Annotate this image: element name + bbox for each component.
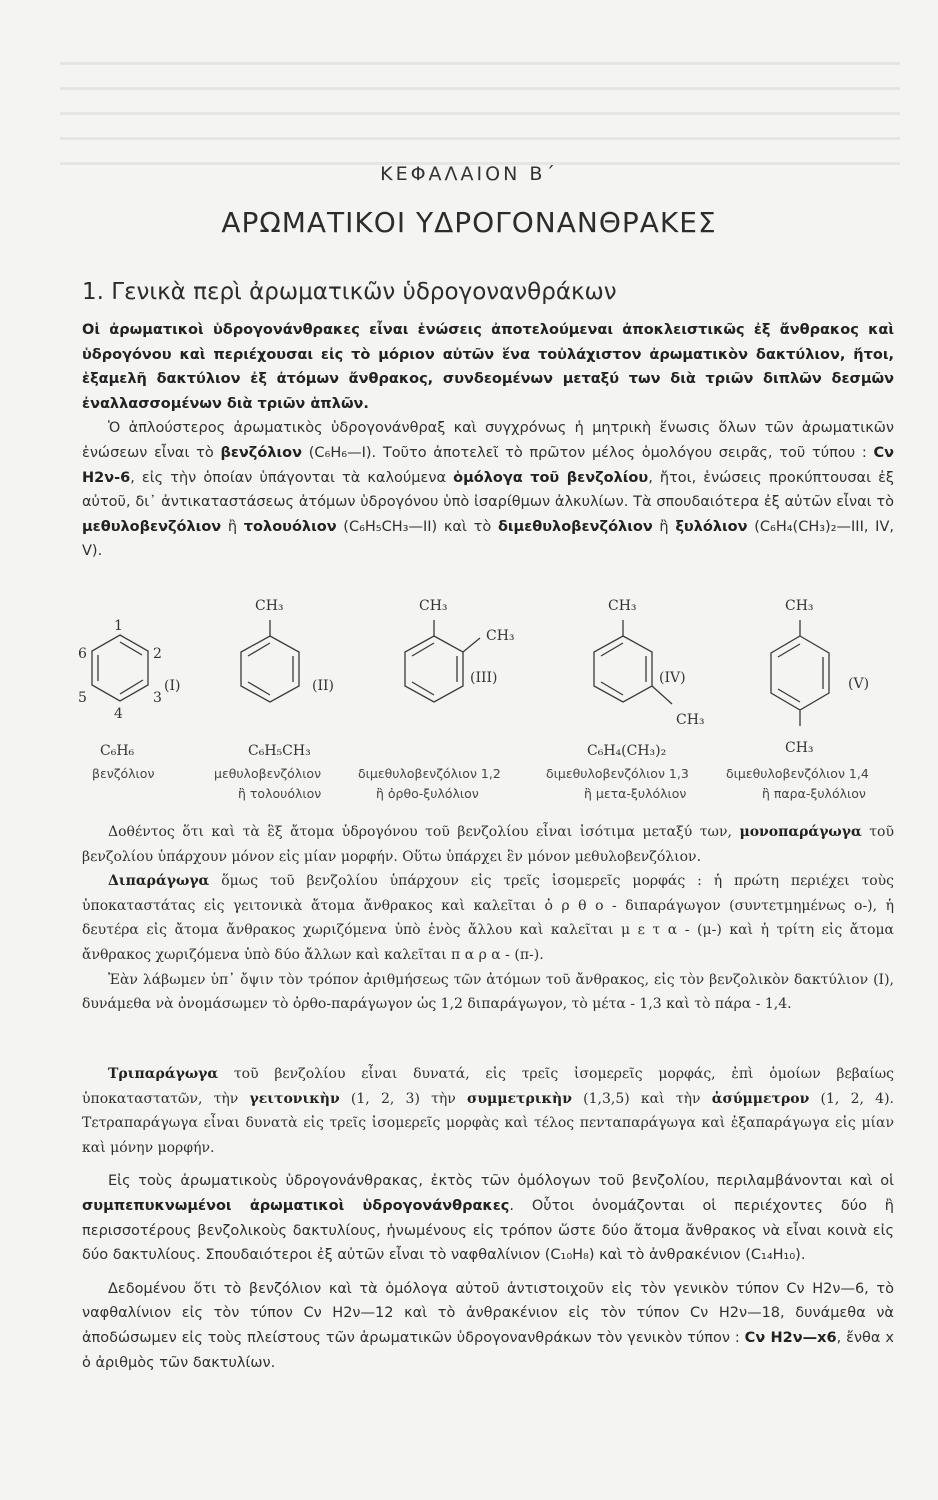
p2-term-xylene: ξυλόλιον <box>675 518 748 535</box>
subname-ortho: ἢ ὀρθο-ξυλόλιον <box>376 786 479 801</box>
methyl-label-3-ortho: CH₃ <box>486 628 515 644</box>
paragraph-4 <box>82 869 894 967</box>
double-bond <box>248 643 270 656</box>
benzene-ring-1 <box>92 635 148 701</box>
roman-label-5: (V) <box>848 676 870 692</box>
p6-text-1: τοῦ βενζολίου εἶναι δυνατά, εἰς τρεῖς ἰσομερεῖς μορφάς, ἐπὶ ὁμοίων βεβαίως ὑποκαταστατῶν, τὴν <box>82 1066 894 1107</box>
benzene-ring-3 <box>405 636 463 702</box>
methyl-bond <box>463 638 480 652</box>
name-meta-xylene: διμεθυλοβενζόλιον 1,3 <box>546 766 689 781</box>
p6-text-3: (1,3,5) καὶ τὴν <box>571 1090 712 1107</box>
position-3: 3 <box>153 690 162 706</box>
position-2: 2 <box>153 646 162 662</box>
p8-text-1: Δεδομένου ὅτι τὸ βενζόλιον καὶ τὰ ὁμόλογα αὐτοῦ ἀντιστοιχοῦν εἰς τὸν γενικὸν τύπον Cν H2ν—6, τὸ ναφθαλίνιον εἰς τὸν τύπον Cν H2ν—12 καὶ τὸ ἀνθρακένιον εἰς τὸν τύπον Cν H2ν—18, δυνάμεθα νὰ ἀποδώσωμεν εἰς τοὺς πλείστους τῶν ἀρωματικῶν ὑδρογονανθράκων τὸν γενικὸν τύπον : <box>82 1280 894 1346</box>
structures-figure <box>78 590 912 808</box>
subname-toluene: ἢ τολουόλιον <box>238 786 322 801</box>
formula-toluene: C₆H₅CH₃ <box>248 743 311 759</box>
intro-text <box>82 318 894 564</box>
p3-text-1: Δοθέντος ὅτι καὶ τὰ ἓξ ἄτομα ὑδρογόνου τοῦ βενζολίου εἶναι ἰσότιμα μεταξύ των, <box>108 824 740 840</box>
paragraph-3 <box>82 820 894 869</box>
formula-benzene: C₆H₆ <box>100 743 135 759</box>
double-bond <box>412 682 434 695</box>
section-heading: 1. Γενικὰ περὶ ἀρωματικῶν ὑδρογονανθράκων <box>82 279 617 305</box>
position-1: 1 <box>114 618 123 634</box>
p2-text-2: (C₆H₆—I). Τοῦτο ἀποτελεῖ τὸ πρῶτον μέλος ὁμολόγου σειρᾶς, τοῦ τύπου : <box>302 444 874 461</box>
name-ortho-xylene: διμεθυλοβενζόλιον 1,2 <box>358 766 501 781</box>
page-title: ΑΡΩΜΑΤΙΚΟΙ ΥΔΡΟΓΟΝΑΝΘΡΑΚΕΣ <box>221 206 717 239</box>
p2-text-7: ἢ <box>652 518 676 535</box>
benzene-ring-4 <box>594 636 652 702</box>
p2-term-benzene: βενζόλιον <box>220 444 303 461</box>
p7-text-1: Εἰς τοὺς ἀρωματικοὺς ὑδρογονάνθρακας, ἐκτὸς τῶν ὁμόλογων τοῦ βενζολίου, περιλαμβάνονται καὶ οἱ <box>108 1173 894 1190</box>
p6-term-symmetric: συμμετρικὴν <box>467 1090 572 1107</box>
p4-term-diderivatives: Διπαράγωγα <box>108 873 210 890</box>
roman-label-4: (IV) <box>659 670 686 686</box>
p6-term-vicinal: γειτονικὴν <box>249 1090 340 1107</box>
p8-text-2: , ἔνθα x ὁ ἀριθμὸς τῶν δακτυλίων. <box>82 1329 894 1371</box>
methyl-label-2: CH₃ <box>255 598 284 614</box>
paragraph-2 <box>82 416 894 564</box>
p2-text-8: (C₆H₄(CH₃)₂—III, IV, V). <box>82 518 894 560</box>
paragraph-7 <box>82 1169 894 1267</box>
paragraph-8 <box>82 1277 894 1375</box>
double-bond <box>120 680 143 694</box>
double-bond <box>778 644 800 657</box>
double-bond <box>120 642 142 655</box>
paragraph-1 <box>82 318 894 416</box>
double-bond <box>412 643 434 656</box>
position-4: 4 <box>114 706 123 722</box>
position-5: 5 <box>78 690 87 706</box>
roman-label-3: (III) <box>470 670 498 686</box>
methyl-label-5-para: CH₃ <box>785 740 814 756</box>
p2-text-4: , ἤτοι, ἑνώσεις προκύπτουσαι ἐξ αὐτοῦ, δι᾿ ἀντικαταστάσεως ἀτόμων ὑδρογόνου ὑπὸ ἰσαρίθμων ἀλκυλίων. Τὰ σπουδαιότερα ἐξ αὐτῶν εἶναι τὸ <box>82 469 895 511</box>
p8-general-formula: Cν H2ν—x6 <box>744 1329 837 1346</box>
p4-text-1: ὅμως τοῦ βενζολίου ὑπάρχουν εἰς τρεῖς ἰσομερεῖς μορφάς : ἡ πρώτη περιέχει τοὺς ὑποκαταστάτας εἰς γειτονικὰ ἄτομα ἄνθρακος καὶ καλεῖται ὀ ρ θ ο - διπαράγωγον (συντετμημένως ο-), ἡ δευτέρα εἰς ἄτομα ἄνθρακος χωριζόμενα ὑπὸ ἑνὸς ἄλλου καὶ καλεῖται μ ε τ α - (μ-) καὶ ἡ τρίτη εἰς ἄτομα ἄνθρακος χωριζόμενα ὑπὸ δύο ἄλλων καὶ καλεῖται π α ρ α - (π-). <box>82 873 894 963</box>
subname-para: ἢ παρα-ξυλόλιον <box>762 786 866 801</box>
formula-xylene: C₆H₄(CH₃)₂ <box>587 743 667 759</box>
p2-text-3: , εἰς τὴν ὁποίαν ὑπάγονται τὰ καλούμενα <box>130 469 454 486</box>
double-bond <box>248 682 270 695</box>
p7-term-condensed: συμπεπυκνωμένοι ἀρωματικοὶ ὑδρογονάνθρακες <box>82 1197 510 1214</box>
p2-formula: Cν H2ν-6 <box>82 444 894 486</box>
name-toluene: μεθυλοβενζόλιον <box>214 766 322 781</box>
paragraph-5: Ἐὰν λάβωμεν ὑπ᾿ ὄψιν τὸν τρόπον ἀριθμήσεως τῶν ἀτόμων τοῦ ἄνθρακος, εἰς τὸν βενζολικὸν δακτύλιον (I), δυνάμεθα νὰ ὀνομάσωμεν τὸ ὀρθο-παράγωγον ὡς 1,2 διπαράγωγον, τὸ μέτα - 1,3 καὶ τὸ πάρα - 1,4. <box>82 971 894 1013</box>
benzene-ring-5 <box>771 636 829 710</box>
closing-text <box>82 1062 894 1375</box>
double-bond <box>601 643 623 656</box>
p6-text-4: (1, 2, 4). Τετραπαράγωγα εἶναι δυνατὰ εἰς τρεῖς ἰσομερεῖς μορφὰς καὶ τέλος πενταπαράγωγα καὶ ἑξαπαράγωγα εἰς μίαν καὶ μόνην μορφήν. <box>82 1090 894 1156</box>
benzene-ring-2 <box>241 636 299 702</box>
p3-term-monoderivatives: μονοπαράγωγα <box>739 824 862 840</box>
p2-text-5: ἢ <box>221 518 244 535</box>
double-bond <box>778 689 800 702</box>
p2-term-homologs: ὁμόλογα τοῦ βενζολίου <box>453 469 649 486</box>
methyl-bond <box>652 686 672 704</box>
methyl-label-3: CH₃ <box>419 598 448 614</box>
p2-term-toluene: τολουόλιον <box>243 518 337 535</box>
roman-label-1: (I) <box>164 678 181 694</box>
name-benzene: βενζόλιον <box>92 766 155 781</box>
name-para-xylene: διμεθυλοβενζόλιον 1,4 <box>726 766 869 781</box>
p2-term-dimethylbenzene: διμεθυλοβενζόλιον <box>497 518 653 535</box>
p2-term-methylbenzene: μεθυλοβενζόλιον <box>82 518 222 535</box>
p6-term-asymmetric: ἀσύμμετρον <box>711 1090 810 1107</box>
position-6: 6 <box>78 646 87 662</box>
isomer-text <box>82 820 894 1017</box>
p2-text-1: Ὁ ἁπλούστερος ἀρωματικὸς ὑδρογονάνθραξ καὶ συγχρόνως ἡ μητρικὴ ἕνωσις ὅλων τῶν ἀρωματικῶν ἑνώσεων εἶναι τὸ <box>82 420 894 461</box>
p6-text-2: (1, 2, 3) τὴν <box>339 1090 467 1107</box>
roman-label-2: (II) <box>312 678 334 694</box>
methyl-label-5: CH₃ <box>785 598 814 614</box>
methyl-label-4: CH₃ <box>608 598 637 614</box>
paragraph-1-bold-text: Οἱ ἀρωματικοὶ ὑδρογονάνθρακες εἶναι ἑνώσεις ἀποτελούμεναι ἀποκλειστικῶς ἐξ ἄνθρακος καὶ ὑδρογόνου καὶ περιέχουσαι εἰς τὸ μόριον αὐτῶν ἕνα τοὐλάχιστον ἀρωματικὸν δακτύλιον, ἤτοι, ἑξαμελῆ δακτύλιον ἐξ ἀτόμων ἄνθρακος, συνδεομένων μεταξύ των διὰ τριῶν διπλῶν δεσμῶν ἐναλλασσομένων διὰ τριῶν ἁπλῶν. <box>82 322 894 412</box>
double-bond <box>601 682 623 695</box>
chapter-heading: ΚΕΦΑΛΑΙΟΝ Β΄ <box>380 163 558 185</box>
bleed-through-text <box>60 62 900 172</box>
subname-meta: ἢ μετα-ξυλόλιον <box>584 786 687 801</box>
p2-text-6: (C₆H₅CH₃—II) καὶ τὸ <box>336 518 498 535</box>
methyl-label-4-meta: CH₃ <box>676 712 705 728</box>
p3-text-2: τοῦ βενζολίου ὑπάρχουν μόνον εἰς μίαν μορφήν. Οὕτω ὑπάρχει ἓν μόνον μεθυλοβενζόλιον. <box>82 824 894 865</box>
p6-term-triderivatives: Τριπαράγωγα <box>108 1066 219 1082</box>
paragraph-6 <box>82 1062 894 1160</box>
p7-text-2: . Οὗτοι ὀνομάζονται οἱ περιέχοντες δύο ἢ περισσοτέρους βενζολικοὺς δακτυλίους, ἡνωμένους εἰς τρόπον ὥστε δύο ἄτομα ἄνθρακος νὰ εἶναι κοινὰ εἰς δύο δακτυλίους. Σπουδαιότεροι ἐξ αὐτῶν εἶναι τὸ ναφθαλίνιον (C₁₀H₈) καὶ τὸ ἀνθρακένιον (C₁₄H₁₀). <box>82 1197 894 1264</box>
